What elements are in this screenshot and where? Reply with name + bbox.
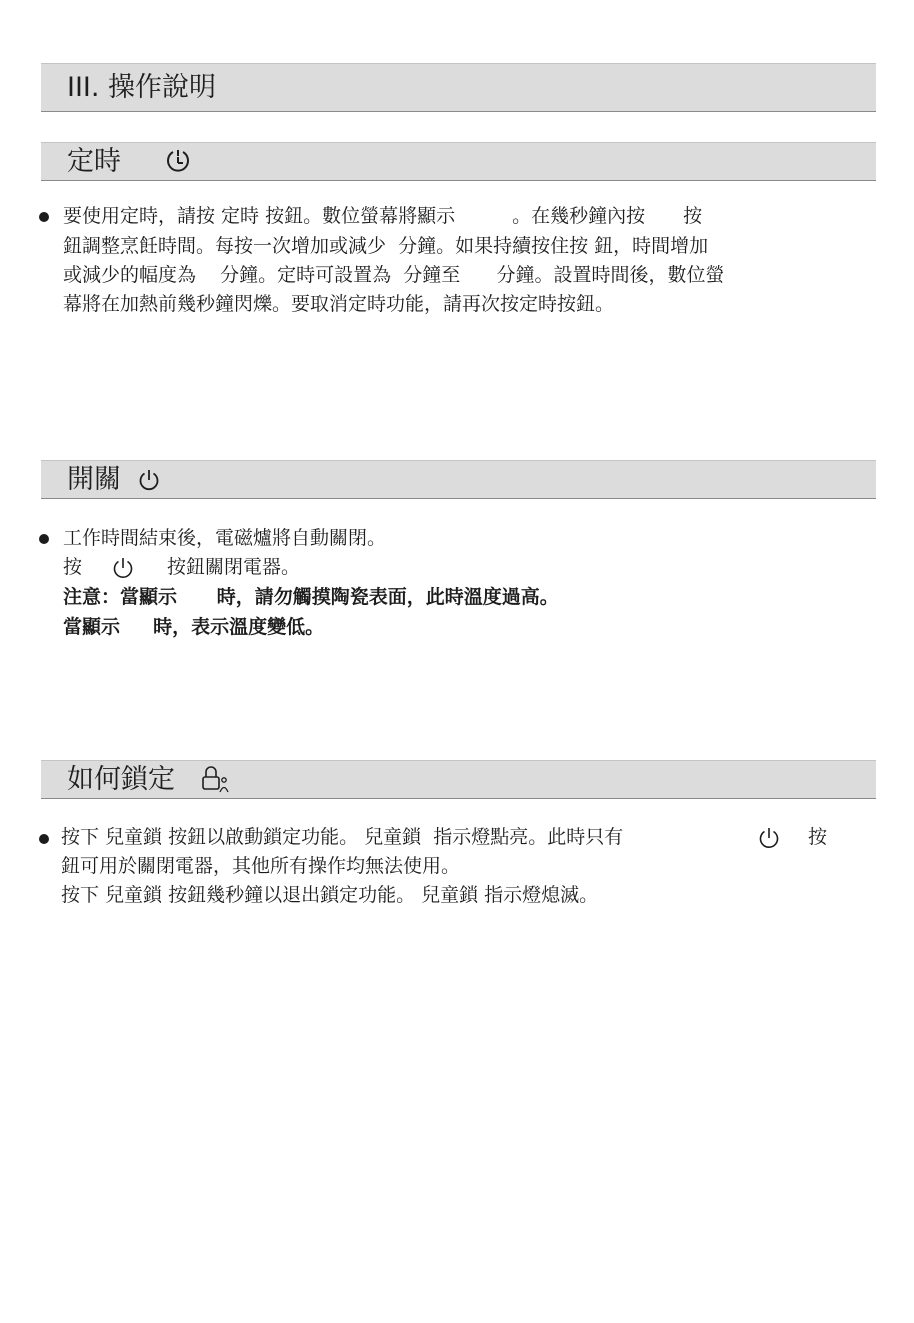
power-warning-line: 注意：當顯示 時，請勿觸摸陶瓷表面，此時溫度過高。 bbox=[63, 586, 559, 608]
lock-text-line-1-end: 按 bbox=[808, 826, 828, 848]
lock-text-line-1: 按下 兒童鎖 按鈕以啟動鎖定功能。 兒童鎖 指示燈點亮。此時只有 bbox=[61, 826, 624, 848]
power-icon bbox=[757, 826, 781, 850]
power-text-line-2-rest: 按鈕關閉電器。 bbox=[167, 556, 301, 578]
timer-icon bbox=[164, 148, 192, 176]
lock-text-line-2: 鈕可用於關閉電器，其他所有操作均無法使用。 bbox=[61, 855, 461, 877]
bullet-icon bbox=[39, 534, 49, 544]
chapter-header bbox=[41, 63, 876, 112]
power-section-header bbox=[41, 460, 876, 499]
child-lock-icon bbox=[199, 765, 231, 795]
timer-text-line-3: 或減少的幅度為 分鐘。定時可設置為 分鐘至 分鐘。設置時間後，數位螢 bbox=[63, 264, 725, 286]
power-icon bbox=[137, 468, 161, 492]
lock-section-title: 如何鎖定 bbox=[67, 764, 175, 795]
power-icon bbox=[111, 556, 135, 580]
timer-section-title: 定時 bbox=[67, 146, 121, 177]
timer-text-line-1: 要使用定時，請按 定時 按鈕。數位螢幕將顯示 。在幾秒鐘內按 按 bbox=[63, 205, 703, 227]
bullet-icon bbox=[39, 212, 49, 222]
power-text-line-4: 當顯示 時，表示溫度變低。 bbox=[63, 616, 325, 638]
power-text-line-1: 工作時間結束後，電磁爐將自動關閉。 bbox=[63, 527, 387, 549]
timer-text-line-4: 幕將在加熱前幾秒鐘閃爍。要取消定時功能，請再次按定時按鈕。 bbox=[63, 293, 615, 315]
bullet-icon bbox=[39, 834, 49, 844]
power-section-title: 開關 bbox=[67, 464, 121, 495]
lock-section-header bbox=[41, 760, 876, 799]
power-text-line-2-press: 按 bbox=[63, 556, 83, 578]
timer-text-line-2: 鈕調整烹飪時間。每按一次增加或減少 分鐘。如果持續按住按 鈕，時間增加 bbox=[63, 235, 709, 257]
lock-text-line-3: 按下 兒童鎖 按鈕幾秒鐘以退出鎖定功能。 兒童鎖 指示燈熄滅。 bbox=[61, 884, 599, 906]
timer-section-header bbox=[41, 142, 876, 181]
chapter-title: III. 操作說明 bbox=[67, 72, 217, 103]
